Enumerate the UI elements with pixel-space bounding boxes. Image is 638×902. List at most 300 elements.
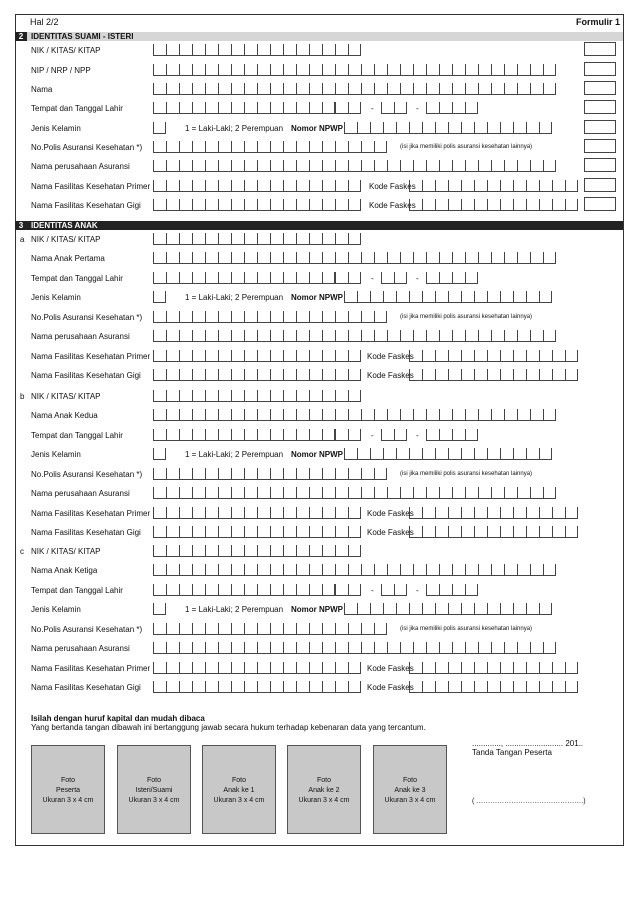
year-cells[interactable] xyxy=(426,272,478,285)
input-cell[interactable] xyxy=(322,369,335,381)
input-cell[interactable] xyxy=(257,141,270,153)
input-cell[interactable] xyxy=(257,369,270,381)
input-cell[interactable] xyxy=(296,272,309,284)
input-cell[interactable] xyxy=(205,369,218,381)
input-cell[interactable] xyxy=(296,681,309,693)
input-cell[interactable] xyxy=(426,64,439,76)
input-cell[interactable] xyxy=(409,526,422,538)
input-cell[interactable] xyxy=(192,369,205,381)
input-cell[interactable] xyxy=(539,180,552,192)
input-cell[interactable] xyxy=(335,468,348,480)
input-cell[interactable] xyxy=(487,448,500,460)
input-cell[interactable] xyxy=(539,350,552,362)
input-cell[interactable] xyxy=(205,272,218,284)
input-cell[interactable] xyxy=(244,311,257,323)
input-cell[interactable] xyxy=(153,507,166,519)
input-cell[interactable] xyxy=(166,681,179,693)
input-cell[interactable] xyxy=(218,311,231,323)
input-cell[interactable] xyxy=(348,468,361,480)
input-cell[interactable] xyxy=(439,584,452,596)
input-cell[interactable] xyxy=(539,291,552,303)
input-cell[interactable] xyxy=(283,83,296,95)
input-cell[interactable] xyxy=(478,64,491,76)
input-cell[interactable] xyxy=(283,545,296,557)
input-cell[interactable] xyxy=(322,311,335,323)
input-cell[interactable] xyxy=(270,369,283,381)
input-cell[interactable] xyxy=(270,141,283,153)
polis-cells[interactable] xyxy=(153,468,387,481)
input-cell[interactable] xyxy=(448,448,461,460)
input-cell[interactable] xyxy=(335,564,348,576)
input-cell[interactable] xyxy=(218,102,231,114)
input-cell[interactable] xyxy=(381,584,394,596)
input-cell[interactable] xyxy=(218,390,231,402)
input-cell[interactable] xyxy=(296,545,309,557)
input-cell[interactable] xyxy=(244,64,257,76)
input-cell[interactable] xyxy=(322,623,335,635)
input-cell[interactable] xyxy=(361,160,374,172)
input-cell[interactable] xyxy=(374,468,387,480)
input-cell[interactable] xyxy=(296,409,309,421)
input-cell[interactable] xyxy=(166,662,179,674)
nama-cells[interactable] xyxy=(153,564,556,577)
input-cell[interactable] xyxy=(374,409,387,421)
input-cell[interactable] xyxy=(296,83,309,95)
input-cell[interactable] xyxy=(179,233,192,245)
input-cell[interactable] xyxy=(205,681,218,693)
input-cell[interactable] xyxy=(435,180,448,192)
nik-cells[interactable] xyxy=(153,233,361,246)
input-cell[interactable] xyxy=(400,487,413,499)
input-cell[interactable] xyxy=(413,409,426,421)
input-cell[interactable] xyxy=(309,160,322,172)
input-cell[interactable] xyxy=(179,409,192,421)
input-cell[interactable] xyxy=(283,369,296,381)
input-cell[interactable] xyxy=(539,122,552,134)
input-cell[interactable] xyxy=(400,409,413,421)
input-cell[interactable] xyxy=(361,487,374,499)
input-cell[interactable] xyxy=(461,291,474,303)
input-cell[interactable] xyxy=(179,160,192,172)
input-cell[interactable] xyxy=(244,429,257,441)
input-cell[interactable] xyxy=(205,487,218,499)
input-cell[interactable] xyxy=(513,507,526,519)
input-cell[interactable] xyxy=(270,102,283,114)
input-cell[interactable] xyxy=(153,141,166,153)
input-cell[interactable] xyxy=(166,409,179,421)
input-cell[interactable] xyxy=(526,507,539,519)
input-cell[interactable] xyxy=(400,252,413,264)
input-cell[interactable] xyxy=(435,662,448,674)
input-cell[interactable] xyxy=(218,160,231,172)
input-cell[interactable] xyxy=(192,642,205,654)
input-cell[interactable] xyxy=(539,507,552,519)
input-cell[interactable] xyxy=(400,83,413,95)
input-cell[interactable] xyxy=(439,160,452,172)
input-cell[interactable] xyxy=(218,83,231,95)
input-cell[interactable] xyxy=(283,468,296,480)
primer-cells[interactable] xyxy=(153,507,361,520)
input-cell[interactable] xyxy=(283,507,296,519)
input-cell[interactable] xyxy=(218,44,231,56)
input-cell[interactable] xyxy=(474,369,487,381)
input-cell[interactable] xyxy=(435,369,448,381)
input-cell[interactable] xyxy=(257,160,270,172)
input-cell[interactable] xyxy=(474,662,487,674)
input-cell[interactable] xyxy=(283,487,296,499)
input-cell[interactable] xyxy=(309,662,322,674)
input-cell[interactable] xyxy=(309,507,322,519)
input-cell[interactable] xyxy=(543,252,556,264)
input-cell[interactable] xyxy=(218,409,231,421)
input-cell[interactable] xyxy=(231,662,244,674)
input-cell[interactable] xyxy=(409,199,422,211)
input-cell[interactable] xyxy=(309,102,322,114)
input-cell[interactable] xyxy=(179,564,192,576)
input-cell[interactable] xyxy=(283,64,296,76)
input-cell[interactable] xyxy=(348,369,361,381)
input-cell[interactable] xyxy=(335,272,348,284)
input-cell[interactable] xyxy=(500,662,513,674)
input-cell[interactable] xyxy=(283,564,296,576)
input-cell[interactable] xyxy=(283,180,296,192)
input-cell[interactable] xyxy=(513,603,526,615)
gigi-cells[interactable] xyxy=(153,681,361,694)
input-cell[interactable] xyxy=(478,564,491,576)
input-cell[interactable] xyxy=(344,291,357,303)
input-cell[interactable] xyxy=(244,252,257,264)
input-cell[interactable] xyxy=(257,564,270,576)
input-cell[interactable] xyxy=(296,468,309,480)
input-cell[interactable] xyxy=(543,409,556,421)
input-cell[interactable] xyxy=(322,141,335,153)
input-cell[interactable] xyxy=(461,662,474,674)
input-cell[interactable] xyxy=(409,180,422,192)
input-cell[interactable] xyxy=(244,468,257,480)
input-cell[interactable] xyxy=(552,350,565,362)
input-cell[interactable] xyxy=(543,160,556,172)
input-cell[interactable] xyxy=(309,180,322,192)
input-cell[interactable] xyxy=(439,102,452,114)
input-cell[interactable] xyxy=(335,642,348,654)
input-cell[interactable] xyxy=(205,526,218,538)
input-cell[interactable] xyxy=(218,507,231,519)
input-cell[interactable] xyxy=(400,330,413,342)
input-cell[interactable] xyxy=(179,102,192,114)
input-cell[interactable] xyxy=(192,83,205,95)
input-cell[interactable] xyxy=(500,122,513,134)
signature-name-line[interactable]: ( ……………………………………….) xyxy=(472,798,586,805)
input-cell[interactable] xyxy=(283,642,296,654)
input-cell[interactable] xyxy=(348,64,361,76)
input-cell[interactable] xyxy=(231,141,244,153)
input-cell[interactable] xyxy=(283,44,296,56)
input-cell[interactable] xyxy=(205,64,218,76)
input-cell[interactable] xyxy=(231,584,244,596)
input-cell[interactable] xyxy=(309,623,322,635)
input-cell[interactable] xyxy=(478,252,491,264)
input-cell[interactable] xyxy=(461,448,474,460)
input-cell[interactable] xyxy=(335,102,348,114)
input-cell[interactable] xyxy=(335,369,348,381)
input-cell[interactable] xyxy=(335,623,348,635)
input-cell[interactable] xyxy=(487,526,500,538)
input-cell[interactable] xyxy=(218,272,231,284)
input-cell[interactable] xyxy=(400,160,413,172)
input-cell[interactable] xyxy=(283,526,296,538)
input-cell[interactable] xyxy=(335,141,348,153)
input-cell[interactable] xyxy=(335,83,348,95)
input-cell[interactable] xyxy=(179,487,192,499)
input-cell[interactable] xyxy=(257,180,270,192)
input-cell[interactable] xyxy=(244,681,257,693)
input-cell[interactable] xyxy=(409,507,422,519)
input-cell[interactable] xyxy=(205,180,218,192)
input-cell[interactable] xyxy=(461,199,474,211)
input-cell[interactable] xyxy=(296,390,309,402)
input-cell[interactable] xyxy=(474,526,487,538)
input-cell[interactable] xyxy=(270,662,283,674)
input-cell[interactable] xyxy=(166,272,179,284)
input-cell[interactable] xyxy=(413,160,426,172)
input-cell[interactable] xyxy=(526,291,539,303)
input-cell[interactable] xyxy=(166,233,179,245)
input-cell[interactable] xyxy=(374,141,387,153)
input-cell[interactable] xyxy=(465,83,478,95)
input-cell[interactable] xyxy=(192,545,205,557)
input-cell[interactable] xyxy=(530,564,543,576)
input-cell[interactable] xyxy=(231,330,244,342)
input-cell[interactable] xyxy=(205,564,218,576)
input-cell[interactable] xyxy=(478,487,491,499)
input-cell[interactable] xyxy=(179,623,192,635)
input-cell[interactable] xyxy=(283,252,296,264)
input-cell[interactable] xyxy=(530,642,543,654)
input-cell[interactable] xyxy=(270,64,283,76)
primer-cells[interactable] xyxy=(153,350,361,363)
input-cell[interactable] xyxy=(335,507,348,519)
input-cell[interactable] xyxy=(422,199,435,211)
input-cell[interactable] xyxy=(166,252,179,264)
input-cell[interactable] xyxy=(192,681,205,693)
input-cell[interactable] xyxy=(435,122,448,134)
input-cell[interactable] xyxy=(296,487,309,499)
input-cell[interactable] xyxy=(309,409,322,421)
input-cell[interactable] xyxy=(192,272,205,284)
input-cell[interactable] xyxy=(409,369,422,381)
input-cell[interactable] xyxy=(504,252,517,264)
input-cell[interactable] xyxy=(166,545,179,557)
input-cell[interactable] xyxy=(179,330,192,342)
input-cell[interactable] xyxy=(270,526,283,538)
input-cell[interactable] xyxy=(257,102,270,114)
input-cell[interactable] xyxy=(361,642,374,654)
input-cell[interactable] xyxy=(270,390,283,402)
input-cell[interactable] xyxy=(218,429,231,441)
input-cell[interactable] xyxy=(526,199,539,211)
input-cell[interactable] xyxy=(452,252,465,264)
input-cell[interactable] xyxy=(478,642,491,654)
input-cell[interactable] xyxy=(348,160,361,172)
input-cell[interactable] xyxy=(192,584,205,596)
input-cell[interactable] xyxy=(465,584,478,596)
input-cell[interactable] xyxy=(153,603,166,615)
input-cell[interactable] xyxy=(205,429,218,441)
input-cell[interactable] xyxy=(539,369,552,381)
input-cell[interactable] xyxy=(296,623,309,635)
input-cell[interactable] xyxy=(231,350,244,362)
input-cell[interactable] xyxy=(270,199,283,211)
input-cell[interactable] xyxy=(487,199,500,211)
input-cell[interactable] xyxy=(409,662,422,674)
input-cell[interactable] xyxy=(257,623,270,635)
input-cell[interactable] xyxy=(153,102,166,114)
input-cell[interactable] xyxy=(166,369,179,381)
check-box[interactable] xyxy=(584,158,616,172)
input-cell[interactable] xyxy=(322,252,335,264)
input-cell[interactable] xyxy=(179,526,192,538)
input-cell[interactable] xyxy=(218,564,231,576)
input-cell[interactable] xyxy=(218,180,231,192)
input-cell[interactable] xyxy=(543,64,556,76)
input-cell[interactable] xyxy=(448,291,461,303)
input-cell[interactable] xyxy=(426,330,439,342)
input-cell[interactable] xyxy=(205,102,218,114)
input-cell[interactable] xyxy=(348,252,361,264)
year-cells[interactable] xyxy=(426,102,478,115)
input-cell[interactable] xyxy=(530,409,543,421)
input-cell[interactable] xyxy=(192,564,205,576)
input-cell[interactable] xyxy=(374,64,387,76)
input-cell[interactable] xyxy=(244,526,257,538)
input-cell[interactable] xyxy=(218,330,231,342)
input-cell[interactable] xyxy=(526,369,539,381)
input-cell[interactable] xyxy=(309,369,322,381)
input-cell[interactable] xyxy=(504,83,517,95)
input-cell[interactable] xyxy=(283,662,296,674)
input-cell[interactable] xyxy=(530,487,543,499)
input-cell[interactable] xyxy=(309,330,322,342)
input-cell[interactable] xyxy=(357,291,370,303)
input-cell[interactable] xyxy=(153,409,166,421)
input-cell[interactable] xyxy=(231,487,244,499)
input-cell[interactable] xyxy=(296,199,309,211)
input-cell[interactable] xyxy=(530,160,543,172)
input-cell[interactable] xyxy=(413,642,426,654)
input-cell[interactable] xyxy=(335,681,348,693)
input-cell[interactable] xyxy=(465,160,478,172)
input-cell[interactable] xyxy=(166,141,179,153)
input-cell[interactable] xyxy=(270,584,283,596)
input-cell[interactable] xyxy=(257,584,270,596)
input-cell[interactable] xyxy=(296,369,309,381)
input-cell[interactable] xyxy=(374,160,387,172)
input-cell[interactable] xyxy=(565,199,578,211)
input-cell[interactable] xyxy=(465,642,478,654)
input-cell[interactable] xyxy=(394,272,407,284)
input-cell[interactable] xyxy=(513,180,526,192)
input-cell[interactable] xyxy=(381,429,394,441)
input-cell[interactable] xyxy=(283,623,296,635)
gigi-cells[interactable] xyxy=(153,526,361,539)
input-cell[interactable] xyxy=(283,429,296,441)
input-cell[interactable] xyxy=(179,83,192,95)
input-cell[interactable] xyxy=(452,429,465,441)
input-cell[interactable] xyxy=(179,369,192,381)
nama-cells[interactable] xyxy=(153,252,556,265)
input-cell[interactable] xyxy=(153,623,166,635)
input-cell[interactable] xyxy=(478,409,491,421)
input-cell[interactable] xyxy=(348,564,361,576)
npwp-cells[interactable] xyxy=(344,291,552,304)
input-cell[interactable] xyxy=(374,487,387,499)
input-cell[interactable] xyxy=(474,681,487,693)
input-cell[interactable] xyxy=(387,409,400,421)
input-cell[interactable] xyxy=(452,160,465,172)
primer-cells[interactable] xyxy=(153,180,361,193)
kode-cells[interactable] xyxy=(409,662,578,675)
input-cell[interactable] xyxy=(166,564,179,576)
input-cell[interactable] xyxy=(296,330,309,342)
input-cell[interactable] xyxy=(491,252,504,264)
input-cell[interactable] xyxy=(166,102,179,114)
nik-cells[interactable] xyxy=(153,44,361,57)
input-cell[interactable] xyxy=(348,180,361,192)
input-cell[interactable] xyxy=(500,369,513,381)
input-cell[interactable] xyxy=(309,64,322,76)
input-cell[interactable] xyxy=(500,507,513,519)
input-cell[interactable] xyxy=(517,409,530,421)
input-cell[interactable] xyxy=(387,330,400,342)
input-cell[interactable] xyxy=(422,662,435,674)
input-cell[interactable] xyxy=(565,681,578,693)
input-cell[interactable] xyxy=(526,350,539,362)
input-cell[interactable] xyxy=(322,409,335,421)
kode-cells[interactable] xyxy=(409,369,578,382)
kode-cells[interactable] xyxy=(409,199,578,212)
input-cell[interactable] xyxy=(296,429,309,441)
gender-cell[interactable] xyxy=(153,122,166,135)
input-cell[interactable] xyxy=(517,487,530,499)
input-cell[interactable] xyxy=(435,507,448,519)
input-cell[interactable] xyxy=(153,369,166,381)
input-cell[interactable] xyxy=(465,64,478,76)
input-cell[interactable] xyxy=(474,448,487,460)
input-cell[interactable] xyxy=(491,564,504,576)
input-cell[interactable] xyxy=(335,44,348,56)
input-cell[interactable] xyxy=(422,350,435,362)
input-cell[interactable] xyxy=(283,311,296,323)
input-cell[interactable] xyxy=(348,141,361,153)
input-cell[interactable] xyxy=(218,199,231,211)
input-cell[interactable] xyxy=(153,311,166,323)
input-cell[interactable] xyxy=(309,526,322,538)
input-cell[interactable] xyxy=(543,564,556,576)
input-cell[interactable] xyxy=(539,448,552,460)
input-cell[interactable] xyxy=(309,390,322,402)
input-cell[interactable] xyxy=(565,526,578,538)
input-cell[interactable] xyxy=(461,122,474,134)
input-cell[interactable] xyxy=(409,603,422,615)
polis-cells[interactable] xyxy=(153,141,387,154)
input-cell[interactable] xyxy=(517,330,530,342)
input-cell[interactable] xyxy=(474,291,487,303)
input-cell[interactable] xyxy=(322,584,335,596)
input-cell[interactable] xyxy=(513,681,526,693)
input-cell[interactable] xyxy=(348,199,361,211)
input-cell[interactable] xyxy=(309,487,322,499)
input-cell[interactable] xyxy=(383,291,396,303)
